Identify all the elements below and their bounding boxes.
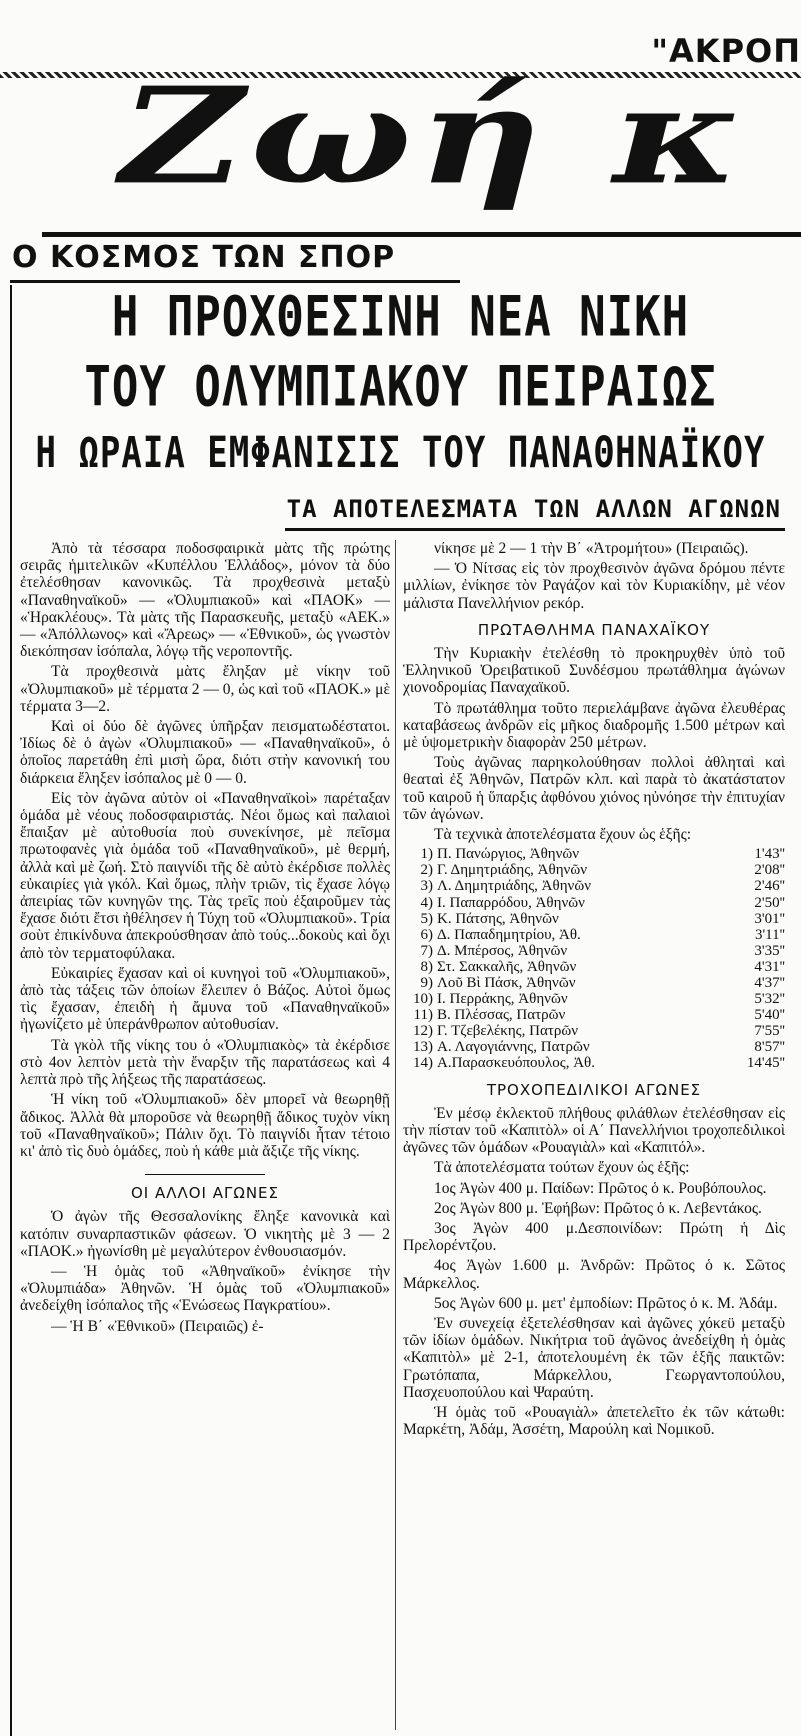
subheading-other-games: ΟΙ ΑΛΛΟΙ ΑΓΩΝΕΣ — [130, 1184, 280, 1203]
result-row: 8) Στ. Σακκαλῆς, Ἀθηνῶν 4'31'' — [420, 958, 785, 975]
paragraph: Τοὺς ἀγῶνας παρηκολούθησαν πολλοὶ ἀθληταὶ καὶ θεαταὶ ἐξ Ἀθηνῶν, Πατρῶν κλπ. καὶ παρὰ τὸ ἀκατάστατον τοῦ καιροῦ ἡ ὕπαρξις ἀφθόνου χιόνος ηὐνόησε τὴν ἐπιτυχίαν τῶν ἀγώνων. — [403, 754, 785, 823]
paragraph: Εὐκαιρίες ἔχασαν καὶ οἱ κυνηγοὶ τοῦ «Ὀλυμπιακοῦ», ἀπὸ τὰς τάξεις τῶν ὁποίων ἔλειπεν ὁ Βάζος. Αὐτοὶ ὅμως τὶς ἔχασαν, ἐπειδὴ ἡ ἄμυνα τοῦ «Παναθηναϊκοῦ» ἠγωνίζετο μὲ ὑπεράνθρωπον αὐτοθυσίαν. — [20, 964, 390, 1034]
logo-rule — [42, 232, 801, 237]
deck-rule — [285, 528, 785, 531]
paragraph: Ὁ ἀγὼν τῆς Θεσσαλονίκης ἔληξε κανονικὰ καὶ κατόπιν συναρπαστικῶν φάσεων. Ὁ νικητὴς μὲ 3 — 2 «ΠΑΟΚ.» ἠγωνίσθη μὲ μεγαλύτερον ἐνθουσιασμόν. — [20, 1208, 390, 1260]
result-row: 12) Γ. Τζεβελέκης, Πατρῶν 7'55'' — [413, 1023, 785, 1040]
section-title: Ο ΚΟΣΜΟΣ ΤΩΝ ΣΠΟΡ — [12, 240, 396, 275]
paragraph: Ἀπὸ τὰ τέσσαρα ποδοσφαιρικὰ μὰτς τῆς πρώτης σειρᾶς ἡμιτελικῶν «Κυπέλλου Ἑλλάδος», μόνον τὰ δύο ἐτελέσθησαν κανονικῶς. Τὰ προχθεσινὰ μεταξὺ «Παναθηναϊκοῦ» — «Ὀλυμπιακοῦ» καὶ «ΠΑΟΚ» — «Ἡρακλέους». Τὰ μὰτς τῆς Παρασκευῆς, μεταξὺ «ΑΕΚ.» — «Ἀπόλλωνος» καὶ «Ἄρεως» — «Ἐθνικοῦ», ὡς γνωστὸν διεκόπησαν ἰσόπαλα, λόγῳ τῆς νεροποντῆς. — [20, 540, 390, 661]
paragraph: Τὰ τεχνικὰ ἀποτελέσματα ἔχουν ὡς ἑξῆς: — [434, 826, 692, 844]
result-row: 6) Δ. Παπαδημητρίου, Ἀθ. 3'11'' — [420, 926, 785, 943]
paragraph: 5ος Ἀγὼν 600 μ. μετ' ἐμποδίων: Πρῶτος ὁ κ. Μ. Ἀδάμ. — [434, 1294, 778, 1312]
paragraph: νίκησε μὲ 2 — 1 τὴν Β΄ «Ἀτρομήτου» (Πειραιῶς). — [434, 540, 749, 557]
paragraph: 4ος Ἀγὼν 1.600 μ. Ἀνδρῶν: Πρῶτος ὁ κ. Σῶτος Μάρκελλος. — [403, 1257, 785, 1292]
result-row: 14) Α.Παρασκευόπουλος, Ἀθ. 14'45'' — [413, 1055, 785, 1072]
paragraph: Τὰ προχθεσινὰ μὰτς ἔληξαν μὲ νίκην τοῦ «Ὀλυμπιακοῦ» μὲ τέρματα 2 — 0, ὡς καὶ τοῦ «ΠΑΟΚ.» μὲ τέρματα 3—2. — [20, 663, 390, 715]
result-row: 1) Π. Πανώργιος, Ἀθηνῶν 1'43'' — [420, 846, 785, 863]
paragraph: Τὰ ἀποτελέσματα τούτων ἔχουν ὡς ἑξῆς: — [434, 1159, 690, 1177]
result-row: 4) Ι. Παπαρρόδου, Ἀθηνῶν 2'50'' — [420, 894, 785, 911]
result-row: 5) Κ. Πάτσης, Ἀθηνῶν 3'01'' — [420, 910, 785, 927]
paragraph: — Ὁ Νίτσας εἰς τὸν προχθεσινὸν ἀγῶνα δρόμου πέντε μιλλίων, ἐνίκησε τὸν Ραγάζον καὶ τὸν Κυριακίδην, μὲ νέον μάλιστα Πανελλήνιον ρεκόρ. — [403, 560, 785, 612]
left-column — [20, 540, 390, 1338]
paragraph: Τὰ γκὸλ τῆς νίκης του ὁ «Ὀλυμπιακὸς» τὰ ἐκέρδισε στὸ 4ον λεπτὸν μετὰ τὴν ἔναρξιν τῆς παρατάσεως καὶ 4 λεπτὰ πρὸ τῆς λήξεως τῆς παρατάσεως. — [20, 1036, 390, 1089]
paragraph: Εἰς τὸν ἀγῶνα αὐτὸν οἱ «Παναθηναϊκοὶ» παρέταξαν ὁμάδα μὲ νέους ποδοσφαιριστάς. Νέοι ὅμως καὶ παλαιοὶ ἔπαιξαν μὲ αὐτοθυσία ποὺ συνεκίνησε, μὲ πεῖσμα πρωτοφανὲς γιὰ ὁμάδα τοῦ «Παναθηναϊκοῦ», μὲ θερμή, ἀλλὰ καὶ μὲ ζωή. Στὸ παιγνίδι τῆς δὲ αὐτὸ ἐκέρδισε πολλὲς εὐκαιρίες γιὰ γκόλ. Καὶ ὅμως, πλὴν τριῶν, τὶς ἔχασε λόγῳ ἀπειρίας τῶν κυνηγῶν της. Τὰς τρεῖς ποὺ ἐξαιροῦμεν τὰς ἔχασε διότι ἔτσι ἠθέλησεν ἡ Τύχη τοῦ «Ὀλυμπιακοῦ». Τρία σοὺτ ἐπικίνδυνα ἀπεκρούσθησαν ἀπὸ τούς...δοκοὺς καὶ ὄχι ἀπὸ τὸν τερματοφύλακα. — [20, 789, 390, 962]
paragraph: Ἡ ὁμὰς τοῦ «Ρουαγιὰλ» ἀπετελεῖτο ἐκ τῶν κάτωθι: Μαρκέτη, Ἀδάμ, Ἀσσέτη, Μαρούλη καὶ Νομικοῦ. — [403, 1404, 785, 1439]
result-row: 9) Λοῦ Βὶ Πάσκ, Ἀθηνῶν 4'37'' — [420, 975, 785, 991]
subheading-roller-skating: ΤΡΟΧΟΠΕΔΙΛΙΚΟΙ ΑΓΩΝΕΣ — [486, 1080, 702, 1099]
result-row: 11) Β. Πλέσσας, Πατρῶν 5'40'' — [413, 1007, 785, 1024]
left-border-rule — [10, 285, 12, 1736]
masthead-name: "ΑΚΡΟΠ — [651, 32, 801, 70]
result-row: 13) Α. Λαγογιάννης, Πατρῶν 8'57'' — [413, 1039, 785, 1056]
paragraph: Καὶ οἱ δύο δὲ ἀγῶνες ὑπῆρξαν πεισματωδέστατοι. Ἰδίως δὲ ὁ ἀγὼν «Ὀλυμπιακοῦ» — «Παναθηναϊκοῦ», ὁ ὁποῖος παρετάθη ἐπὶ μισὴ ὥρα, διότι στὴν κανονική του διάρκεια ἔληξεν ἰσόπαλος μὲ 0 — 0. — [20, 718, 390, 787]
headline-line-1: Η ΠΡΟΧΘΕΣΙΝΗ ΝΕΑ ΝΙΚΗ — [111, 285, 690, 350]
paragraph: Τὸ πρωτάθλημα τοῦτο περιελάμβανε ἀγῶνα ἐλευθέρας καταβάσεως ἀνδρῶν εἰς μῆκος διαδρομῆς 1.500 μέτρων καὶ μὲ ὑψομετρικὴν διαφορὰν 250 μέτρων. — [403, 699, 785, 752]
paragraph: 2ος Ἀγὼν 800 μ. Ἐφήβων: Πρῶτος ὁ κ. Λεβεντάκος. — [434, 1199, 762, 1217]
column-logo: Ζωή κ — [120, 58, 747, 215]
deck-headline: ΤΑ ΑΠΟΤΕΛΕΣΜΑΤΑ ΤΩΝ ΑΛΛΩΝ ΑΓΩΝΩΝ — [286, 495, 781, 523]
paragraph: — Ἡ ὁμὰς τοῦ «Ἀθηναϊκοῦ» ἐνίκησε τὴν «Ὀλυμπιάδα» Ἀθηνῶν. Ἡ ὁμὰς τοῦ «Ὀλυμπιακοῦ» ἀνεδείχθη ἰσόπαλος τῆς «Ἑνώσεως Παγκρατίου». — [20, 1262, 390, 1315]
section-rule — [10, 280, 460, 283]
subheading-championship: ΠΡΩΤΑΘΛΗΜΑ ΠΑΝΑΧΑΪΚΟΥ — [477, 620, 711, 639]
result-row: 3) Λ. Δημητριάδης, Ἀθηνῶν 2'46'' — [420, 878, 785, 895]
subheadline: Η ΩΡΑΙΑ ΕΜΦΑΝΙΣΙΣ ΤΟΥ ΠΑΝΑΘΗΝΑΪΚΟΥ — [35, 428, 766, 478]
paragraph: Ἐν συνεχείᾳ ἐξετελέσθησαν καὶ ἀγῶνες χόκεϋ μεταξὺ τῶν ἰδίων ὁμάδων. Νικήτρια τοῦ ἀγῶνος ἀνεδείχθη ἡ ὁμὰς «Καπιτὸλ» μὲ 2-1, ἀποτελουμένη ἐκ τῶν ἑξῆς παικτῶν: Γρωτόπαπα, Μάρκελλου, Γεωργαντοπούλου, Πασχευοπούλου καὶ Ψαραύτη. — [403, 1315, 785, 1401]
paragraph: Ἐν μέσῳ ἐκλεκτοῦ πλήθους φιλάθλων ἐτελέσθησαν εἰς τὴν πίσταν τοῦ «Καπιτὸλ» οἱ Α΄ Πανελλήνιοι τροχοπεδιλικοὶ ἀγῶνες τῶν ὁμάδων «Ρουαγιὰλ» καὶ «Καπιτόλ». — [403, 1104, 785, 1157]
paragraph: 1ος Ἀγὼν 400 μ. Παίδων: Πρῶτος ὁ κ. Ρουβόπουλος. — [434, 1179, 767, 1197]
result-row: 7) Δ. Μπέρσος, Ἀθηνῶν 3'35'' — [420, 942, 785, 959]
column-divider — [395, 540, 396, 1730]
paragraph: 3ος Ἀγὼν 400 μ.Δεσποινίδων: Πρώτη ἡ Δὶς Πρελορέντζου. — [403, 1219, 785, 1255]
headline-line-2: ΤΟΥ ΟΛΥΜΠΙΑΚΟΥ ΠΕΙΡΑΙΩΣ — [84, 355, 717, 420]
result-row: 10) Ι. Περράκης, Ἀθηνῶν 5'32'' — [413, 991, 785, 1008]
paragraph: — Ἡ Β΄ «Ἐθνικοῦ» (Πειραιῶς) ἐ- — [51, 1317, 264, 1335]
right-column — [403, 540, 785, 1441]
paragraph: Ἡ νίκη τοῦ «Ὀλυμπιακοῦ» δὲν μπορεῖ νὰ θεωρηθῇ ἄδικος. Ἀλλὰ θὰ μποροῦσε νὰ θεωρηθῇ ἄδικος τυχὸν νίκη τοῦ «Παναθηναϊκοῦ»; Πάλιν ὄχι. Τὸ παιγνίδι ἦταν τέτοιο κι' ἀπὸ τὶς δυὸ ὁμάδες, ποὺ ἡ κάθε μιὰ ἄξιζε τῆς νίκης. — [20, 1091, 390, 1160]
paragraph: Τὴν Κυριακὴν ἐτελέσθη τὸ προκηρυχθὲν ὑπὸ τοῦ Ἑλληνικοῦ Ὀρειβατικοῦ Συνδέσμου πρωτάθλημα ἀγώνων χιονοδρομίας Παναχαϊκοῦ. — [403, 645, 785, 697]
result-row: 2) Γ. Δημητριάδης, Ἀθηνῶν 2'08'' — [420, 862, 785, 879]
divider — [145, 1174, 265, 1175]
results-list — [403, 846, 785, 1071]
